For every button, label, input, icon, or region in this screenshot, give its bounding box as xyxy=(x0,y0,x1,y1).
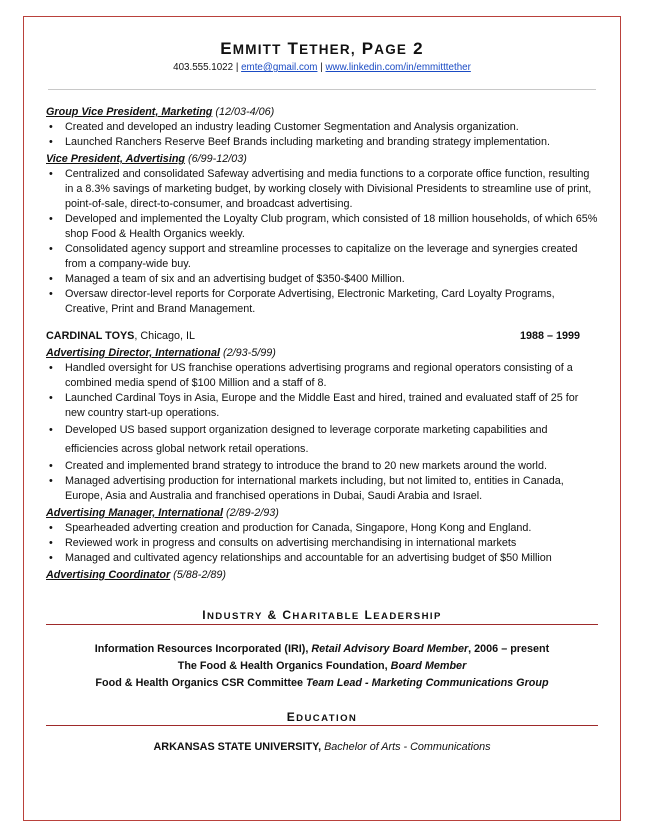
list-item: • Launched Ranchers Reserve Beef Brands including marketing and branding strategy implementation. xyxy=(49,136,550,148)
list-item: • Created and developed an industry leading Customer Segmentation and Analysis organization. xyxy=(49,121,519,133)
list-item: • Managed and cultivated agency relationships and accountable for an advertising budget of $50 Million xyxy=(49,552,552,564)
phone-number: 403.555.1022 xyxy=(173,62,234,73)
list-item: • Launched Cardinal Toys in Asia, Europe and the Middle East and hired, trained and evaluated staff of 25 for new country start-up operations. xyxy=(49,392,579,419)
list-item: • Oversaw director-level reports for Corporate Advertising, Electronic Marketing, Card Loyalty Programs, Creative, Print and Brand Management. xyxy=(49,288,555,315)
experience-section xyxy=(46,103,598,583)
resume-page xyxy=(23,16,621,821)
name-heading: EMMITT TETHER, PAGE 2 xyxy=(220,39,424,58)
leadership-section-title: INDUSTRY & CHARITABLE LEADERSHIP xyxy=(202,608,442,622)
resume-header xyxy=(24,39,620,73)
list-item: • Handled oversight for US franchise operations advertising programs and regional operators consisting of a combined media spend of $100 Million and a staff of 8. xyxy=(49,362,573,389)
education-section-title: EDUCATION xyxy=(286,710,358,724)
leadership-line-iri: Information Resources Incorporated (IRI), Retail Advisory Board Member, 2006 – present xyxy=(94,643,550,655)
company-years: 1988 – 1999 xyxy=(519,330,580,342)
role-advertising-director: Advertising Director, International (2/93-5/99) xyxy=(46,347,276,359)
education-entry xyxy=(46,739,598,756)
company-cardinal-toys: CARDINAL TOYS, Chicago, IL 1988 – 1999 xyxy=(46,329,598,344)
role-vp-advertising-bullets xyxy=(46,167,598,317)
role-group-vp-bullets xyxy=(46,120,598,150)
role-advertising-manager: Advertising Manager, International (2/89-2/93) xyxy=(46,507,279,519)
list-item: • Centralized and consolidated Safeway advertising and media functions to a corporate office function, resulting in a 8.3% savings of marketing budget, by working closely with Divisional Presidents to streamline use of print, point-of-sale, direct-to-consumer, and broadcast advertising. xyxy=(49,168,592,210)
linkedin-link[interactable]: www.linkedin.com/in/emmitttether xyxy=(325,62,471,73)
list-item: • Spearheaded adverting creation and production for Canada, Singapore, Hong Kong and England. xyxy=(49,522,532,534)
list-item: • Consolidated agency support and streamline processes to capitalize on the leverage and synergies created from a company-wide buy. xyxy=(49,243,578,270)
leadership-divider xyxy=(46,624,598,625)
education-divider xyxy=(46,725,598,726)
role-advertising-manager-bullets xyxy=(46,521,598,566)
leadership-entries xyxy=(46,641,598,692)
leadership-line-csr: Food & Health Organics CSR Committee Team Lead - Marketing Communications Group xyxy=(95,677,549,689)
leadership-line-foundation: The Food & Health Organics Foundation, Board Member xyxy=(177,660,467,672)
list-item: • Created and implemented brand strategy to introduce the brand to 20 new markets around the world. xyxy=(49,460,547,472)
email-link[interactable]: emte@gmail.com xyxy=(241,62,318,73)
role-vp-advertising: Vice President, Advertising (6/99-12/03) xyxy=(46,153,247,165)
list-item: • Managed a team of six and an advertising budget of $350-$400 Million. xyxy=(49,273,405,285)
role-advertising-director-bullets xyxy=(46,361,598,504)
role-advertising-coordinator: Advertising Coordinator (5/88-2/89) xyxy=(46,569,226,581)
list-item: • Developed and implemented the Loyalty Club program, which consisted of 18 million households, of which 65% shop Food & Health Organics weekly. xyxy=(49,213,598,240)
contact-line: 403.555.1022 | emte@gmail.com | www.linkedin.com/in/emmitttether xyxy=(173,62,471,73)
list-item: • Reviewed work in progress and consults on advertising merchandising in international markets xyxy=(49,537,517,549)
list-item: • Developed US based support organization designed to leverage corporate marketing capabilities and efficiencies across global network retail operations. xyxy=(49,424,548,455)
header-divider xyxy=(48,89,596,90)
school-name: ARKANSAS STATE UNIVERSITY, xyxy=(153,741,322,753)
role-group-vp: Group Vice President, Marketing (12/03-4/06) xyxy=(46,106,275,118)
degree: Bachelor of Arts - Communications xyxy=(324,741,491,753)
list-item: • Managed advertising production for international markets including, but not limited to, entities in Canada, Europe, Asia and Australia and franchised operations in Dubai, Saudi Arabia and Israel. xyxy=(49,475,564,502)
